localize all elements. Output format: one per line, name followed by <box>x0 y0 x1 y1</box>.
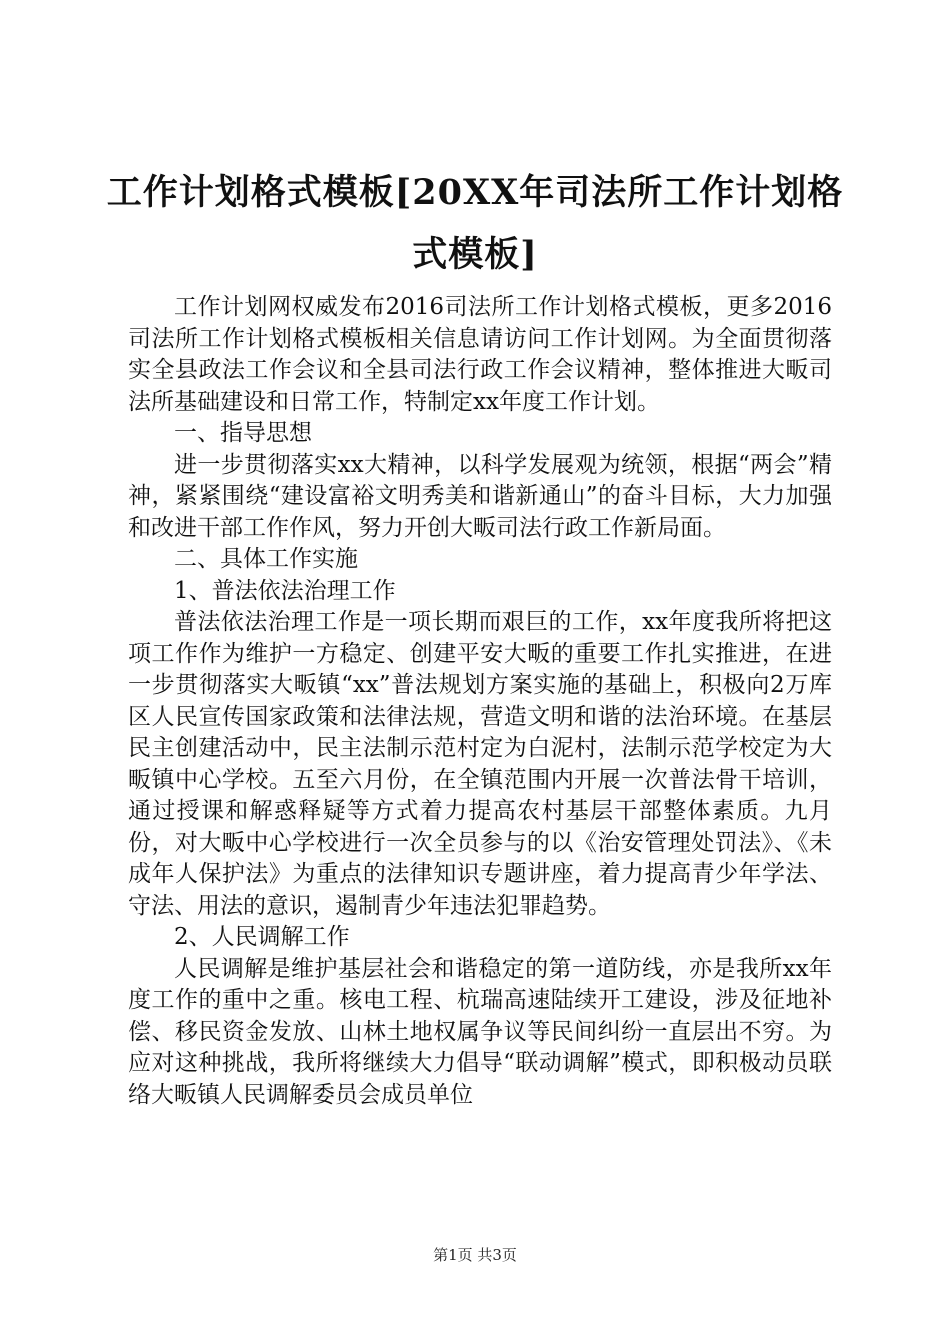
subheading-law-popularization: 1、普法依法治理工作 <box>174 577 396 604</box>
page-footer: 第1页 共3页 <box>433 1246 517 1264</box>
guiding-ideology-paragraph: 进一步贯彻落实xx大精神，以科学发展观为统领，根据“两会”精神，紧紧围绕“建设富裕文明秀美和谐新通山”的奋斗目标，大力加强和改进干部工作作风，努力开创大畈司法行政工作新局面。 <box>128 451 832 541</box>
section-heading-guiding-ideology: 一、指导思想 <box>174 420 312 446</box>
intro-paragraph: 工作计划网权威发布2016司法所工作计划格式模板，更多2016司法所工作计划格式模板相关信息请访问工作计划网。为全面贯彻落实全县政法工作会议和全县司法行政工作会议精神，整体推进大畈司法所基础建设和日常工作，特制定xx年度工作计划。 <box>128 294 832 415</box>
section-heading-implementation: 二、具体工作实施 <box>174 546 358 572</box>
subheading-mediation: 2、人民调解工作 <box>174 924 350 950</box>
mediation-paragraph: 人民调解是维护基层社会和谐稳定的第一道防线，亦是我所xx年度工作的重中之重。核电工程、杭瑞高速陆续开工建设，涉及征地补偿、移民资金发放、山林土地权属争议等民间纠纷一直层出不穷。为应对这种挑战，我所将继续大力倡导“联动调解”模式，即积极动员联络大畈镇人民调解委员会成员单位 <box>128 955 832 1108</box>
document-body <box>128 292 832 1111</box>
law-popularization-paragraph: 普法依法治理工作是一项长期而艰巨的工作，xx年度我所将把这项工作作为维护一方稳定、创建平安大畈的重要工作扎实推进，在进一步贯彻落实大畈镇“xx”普法规划方案实施的基础上，积极向2万库区人民宣传国家政策和法律法规，营造文明和谐的法治环境。在基层民主创建活动中，民主法制示范村定为白泥村，法制示范学校定为大畈镇中心学校。五至六月份，在全镇范围内开展一次普法骨干培训，通过授课和解惑释疑等方式着力提高农村基层干部整体素质。九月份，对大畈中心学校进行一次全员参与的以《治安管理处罚法》、《未成年人保护法》为重点的法律知识专题讲座，着力提高青少年学法、守法、用法的意识，遏制青少年违法犯罪趋势。 <box>128 609 832 919</box>
document-title: 工作计划格式模板[20XX年司法所工作计划格式模板] <box>106 172 844 275</box>
